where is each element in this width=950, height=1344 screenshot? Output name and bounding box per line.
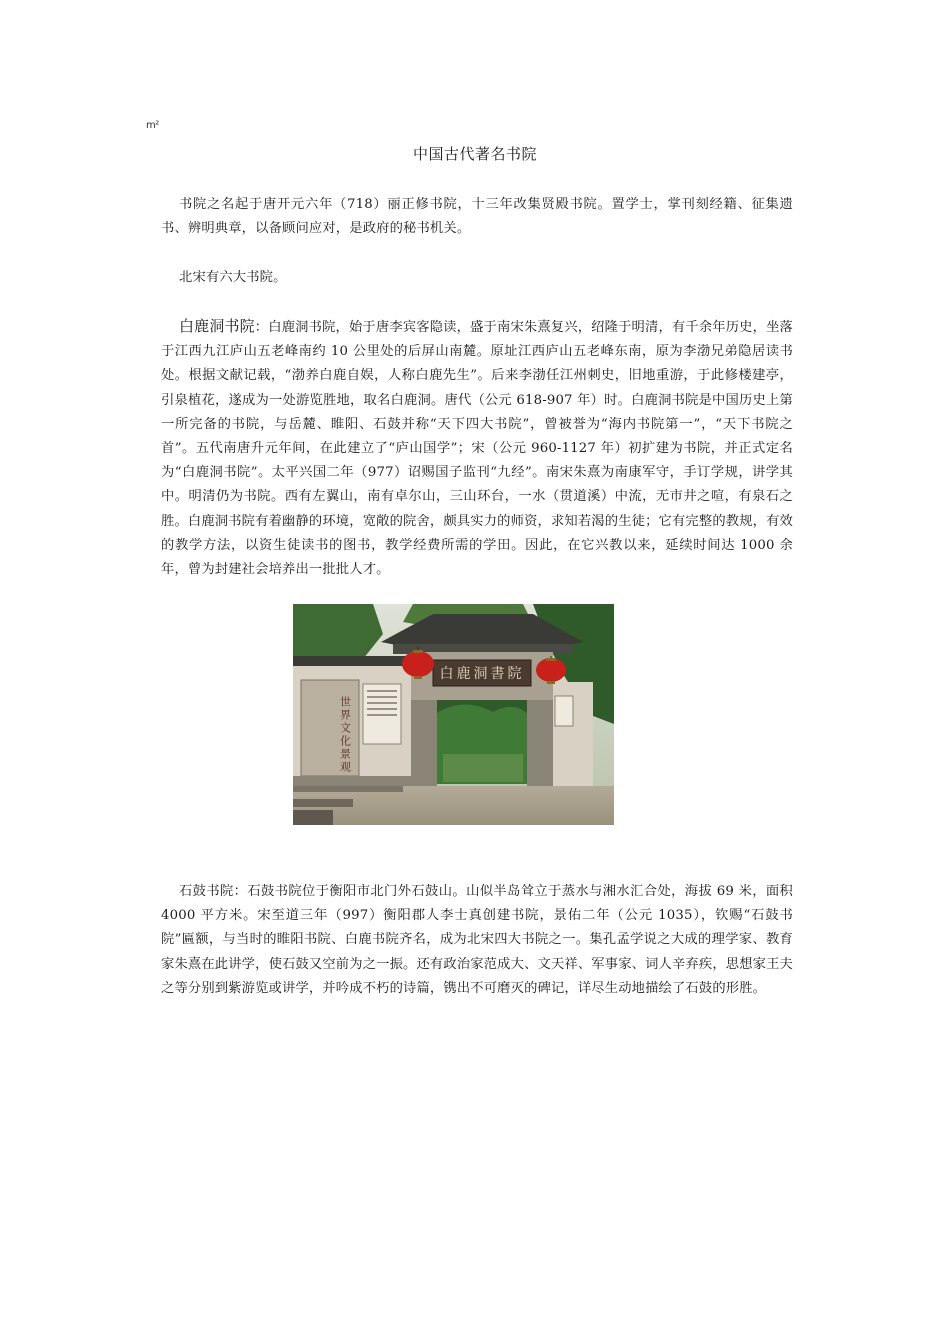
plaque-inscription: 白鹿洞書院 — [439, 666, 525, 682]
corner-mark: m² — [146, 120, 159, 131]
bailudong-paragraph — [161, 314, 793, 582]
song-six-academies-paragraph: 北宋有六大书院。 — [179, 270, 287, 285]
bailudong-gate-photo — [293, 604, 614, 825]
bailudong-body: ：白鹿洞书院，始于唐李宾客隐读，盛于南宋朱熹复兴，绍隆于明清，有千余年历史，坐落于江西九江庐山五老峰南约 10 公里处的后屏山南麓。原址江西庐山五老峰东南，原为李渤兄弟隐居读书处。根据文献记载，“渤养白鹿自娱，人称白鹿先生”。后来李渤任江州刺史，旧地重游，于此修楼建亭，引泉植花，遂成为一处游览胜地，取名白鹿洞。唐代（公元 618-907 年）时。白鹿洞书院是中国历史上第一所完备的书院，与岳麓、睢阳、石鼓并称“天下四大书院”，曾被誉为“海内书院第一”，“天下书院之首”。五代南唐升元年间，在此建立了“庐山国学”；宋（公元 960-1127 年）初扩建为书院，并正式定名为“白鹿洞书院”。太平兴国二年（977）诏赐国子监刊“九经”。南宋朱熹为南康军守，手订学规，讲学其中。明清仍为书院。西有左翼山，南有卓尔山，三山环台，一水（贯道溪）中流，无市井之喧，有泉石之胜。白鹿洞书院有着幽静的环境，宽敞的院舍，颇具实力的师资，求知若渴的生徒；它有完整的教规，有效的教学方法，以资生徒读书的图书，教学经费所需的学田。因此，在它兴教以来，延续时间达 1000 余年，曾为封建社会培养出一批批人才。 — [161, 320, 794, 578]
intro-paragraph: 书院之名起于唐开元六年（718）丽正修书院，十三年改集贤殿书院。置学士，掌刊刻经籍、征集遗书、辨明典章，以备顾问应对，是政府的秘书机关。 — [161, 197, 793, 237]
page-title: 中国古代著名书院 — [412, 145, 537, 163]
shigu-paragraph: 石鼓书院：石鼓书院位于衡阳市北门外石鼓山。山似半岛耸立于蒸水与湘水汇合处，海拔 69 米，面积 4000 平方米。宋至道三年（997）衡阳郡人李士真创建书院，景佑二年（公元 1035），钦赐“石鼓书院”匾额，与当时的睢阳书院、白鹿书院齐名，成为北宋四大书院之一。集孔孟学说之大成的理学家、教育家朱熹在此讲学，使石鼓又空前为之一振。还有政治家范成大、文天祥、军事家、词人辛弃疾，思想家王夫之等分别到紫游览或讲学，并吟成不朽的诗篇，镌出不可磨灭的碑记，详尽生动地描绘了石鼓的形胜。 — [161, 884, 794, 996]
bailudong-heading: 白鹿洞书院 — [179, 317, 255, 335]
stele-inscription: 世界文化景观 — [338, 696, 352, 774]
